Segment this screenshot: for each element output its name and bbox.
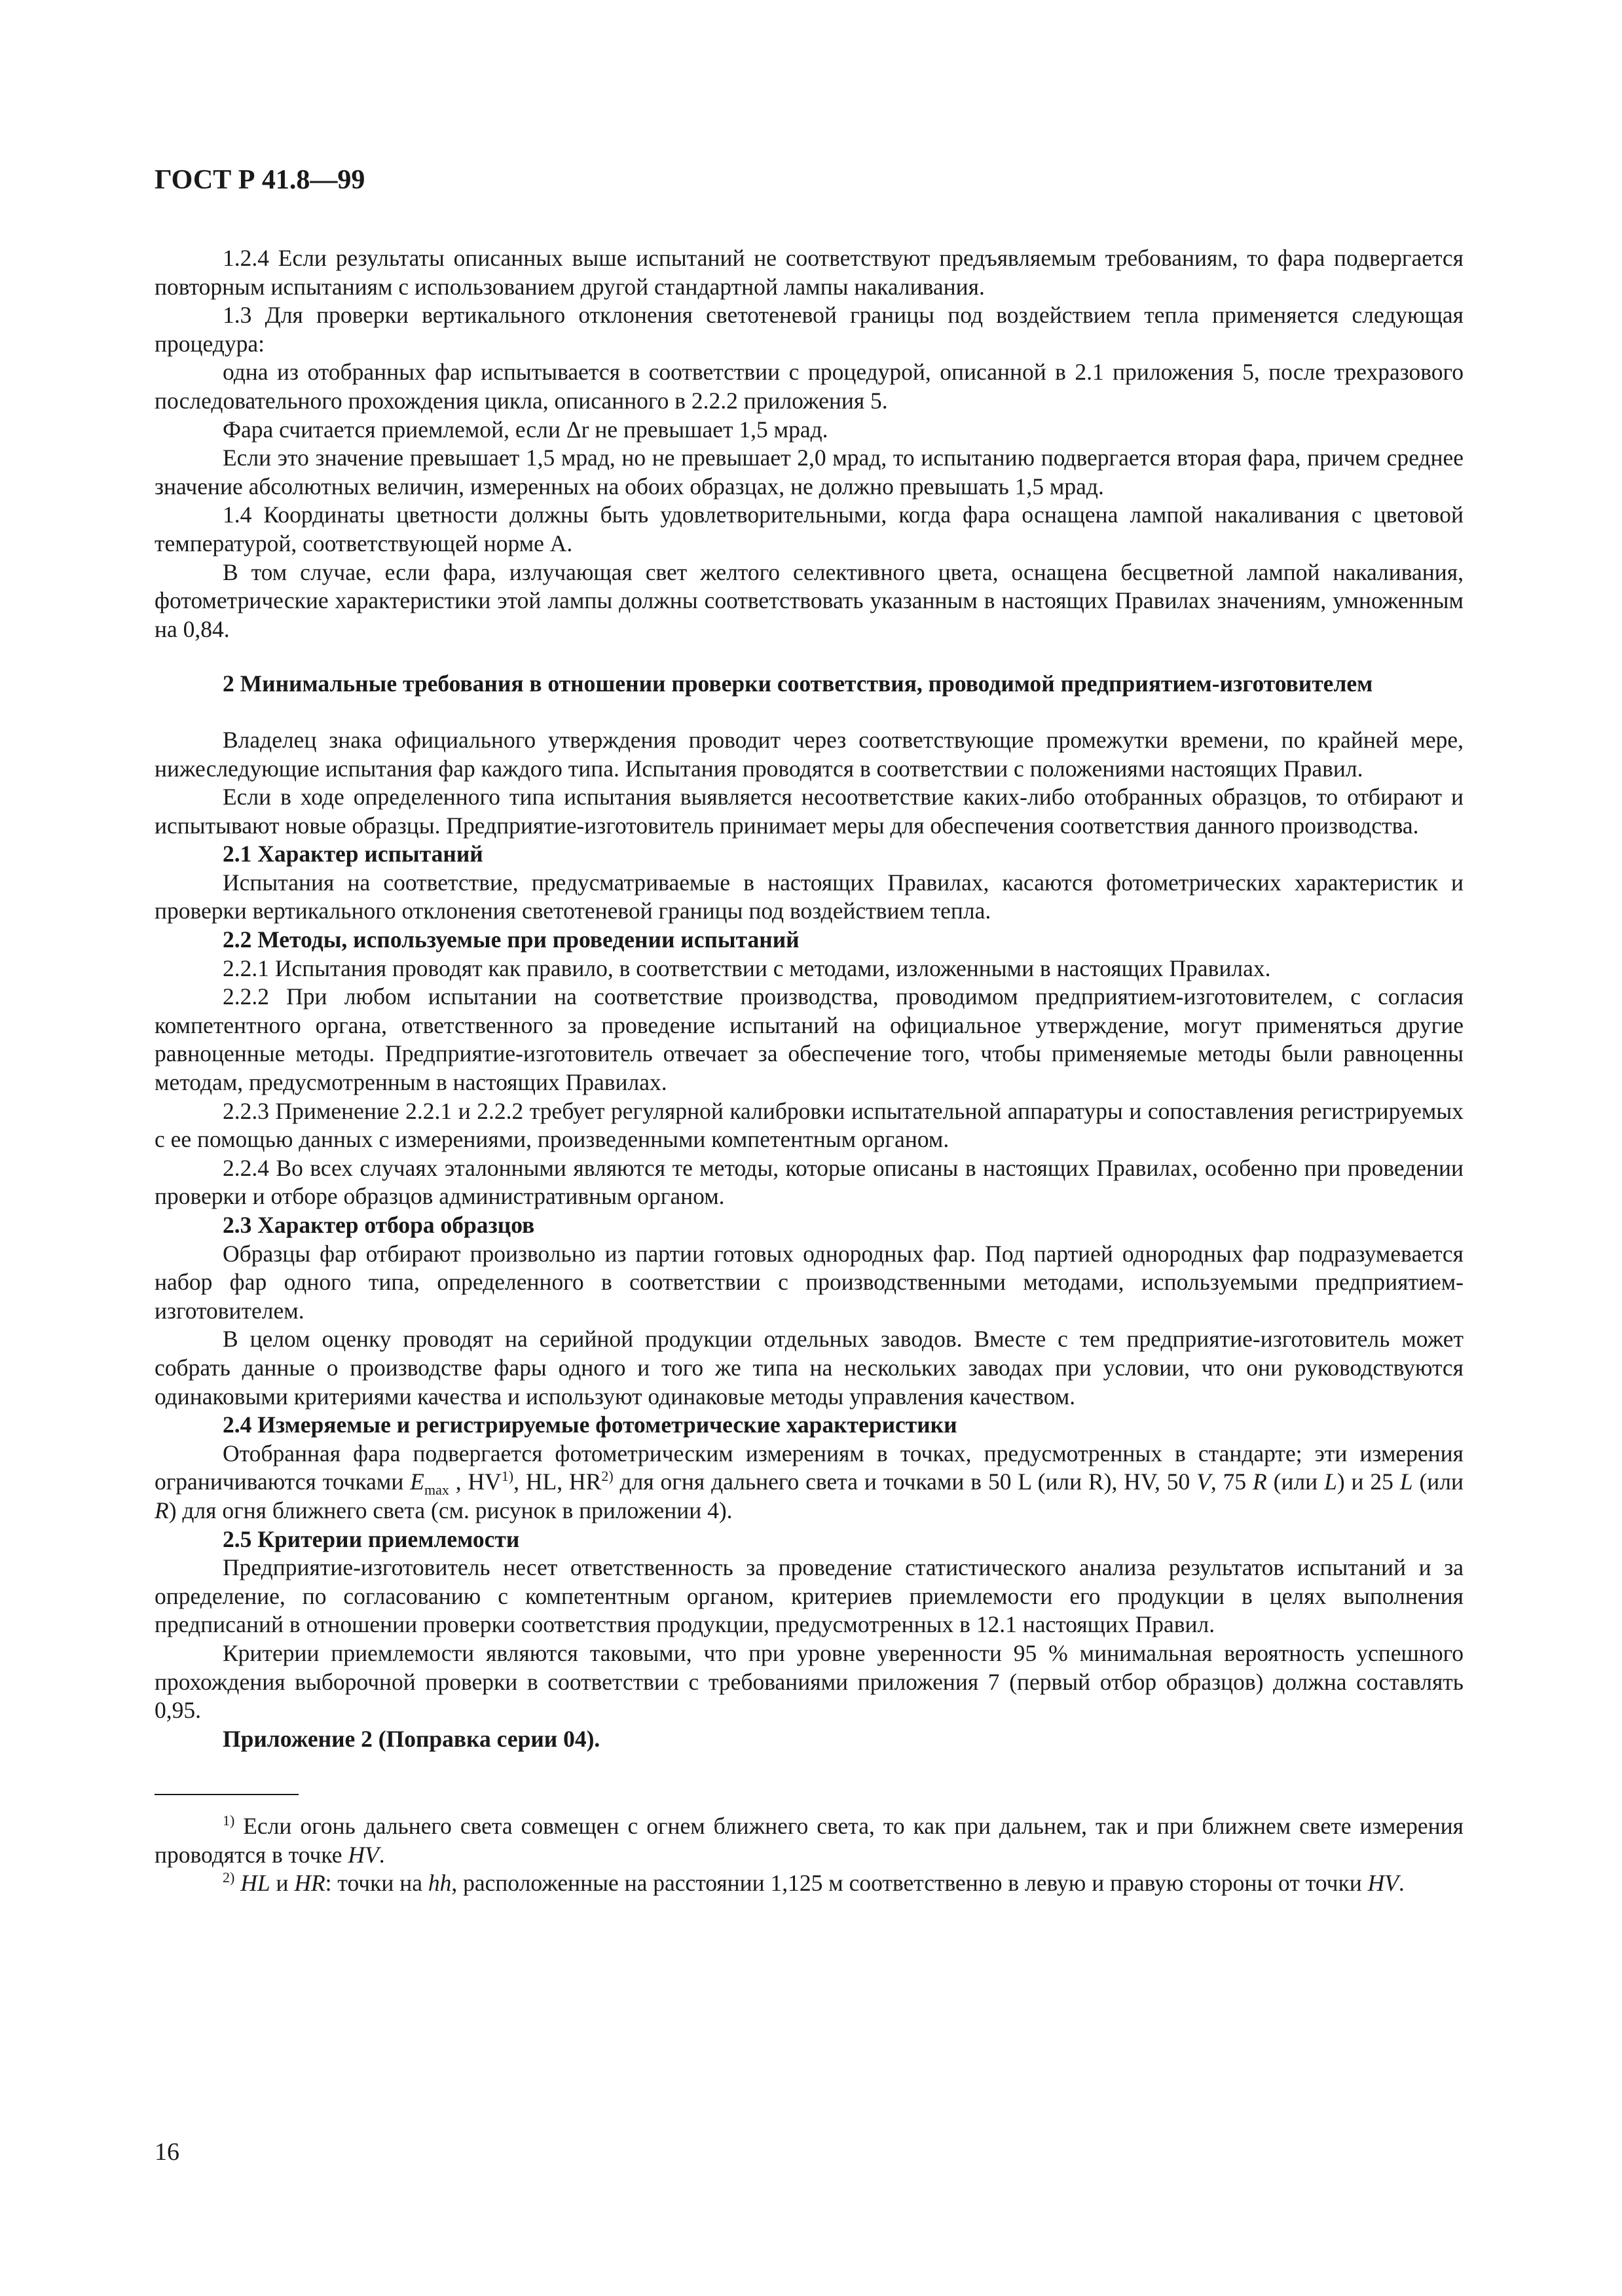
symbol-l: L: [1399, 1468, 1413, 1495]
symbol-l: L: [1324, 1468, 1337, 1495]
paragraph-2-5-criteria: Критерии приемлемости являются таковыми, что при уровне уверенности 95 % минимальная вероятность успешного прохождения выборочной проверки в соответствии с требованиями приложения 7 (первый отбор образцов) должна составлять 0,95.: [155, 1639, 1464, 1724]
text: Отобранная фара подвергается фотометрическим измерениям в точках, предусмотренных в стандарте; эти измерения ограничиваются точками: [155, 1440, 1464, 1495]
text: , 75: [1210, 1468, 1253, 1495]
paragraph-2-3-plants: В целом оценку проводят на серийной продукции отдельных заводов. Вместе с тем предприятие-изготовитель может собрать данные о производстве фары одного и того же типа на нескольких заводах при условии, что они руководствуются одинаковыми критериями качества и используют одинаковые методы управления качеством.: [155, 1326, 1464, 1410]
paragraph-nonconformity: Если в ходе определенного типа испытания выявляется несоответствие каких-либо отобранных образцов, то отбирают и испытывают новые образцы. Предприятие-изготовитель принимает меры для обеспечения соответствия данного производства.: [155, 784, 1464, 839]
text: .: [1398, 1870, 1405, 1897]
section-2-heading: 2 Минимальные требования в отношении проверки соответствия, проводимой предприятием-изготовителем: [223, 670, 1373, 697]
heading-2-3: 2.3 Характер отбора образцов: [223, 1212, 535, 1238]
footnote-ref-2: 2): [601, 1468, 614, 1485]
footnote-mark: 2): [223, 1869, 235, 1886]
paragraph-1-2-4: 1.2.4 Если результаты описанных выше испытаний не соответствуют предъявляемым требованиям, то фара подвергается повторным испытаниям с использованием другой стандартной лампы накаливания.: [155, 245, 1464, 300]
heading-2-4: 2.4 Измеряемые и регистрируемые фотометрические характеристики: [223, 1412, 957, 1438]
paragraph-2-1: Испытания на соответствие, предусматриваемые в настоящих Правилах, касаются фотометрических характеристик и проверки вертикального отклонения светотеневой границы под воздействием тепла.: [155, 869, 1464, 924]
symbol-hv: HV: [348, 1841, 379, 1868]
footnote-separator: [155, 1794, 299, 1795]
paragraph-1-4: 1.4 Координаты цветности должны быть удовлетворительными, когда фара оснащена лампой накаливания с цветовой температурой, соответствующей норме А.: [155, 501, 1464, 556]
symbol-hv: HV: [1367, 1870, 1399, 1897]
document-header: ГОСТ Р 41.8—99: [155, 165, 365, 195]
paragraph-2-2-2: 2.2.2 При любом испытании на соответствие производства, проводимом предприятием-изготовителем, с согласия компетентного органа, ответственного за проведение испытаний на официальное утверждение, могут применяться другие равноценные методы. Предприятие-изготовитель отвечает за обеспечение того, чтобы применяемые методы были равноценны методам, предусмотренным в настоящих Правилах.: [155, 983, 1464, 1096]
text: (или: [1412, 1468, 1464, 1495]
footnote-ref-1: 1): [501, 1468, 514, 1485]
paragraph-2-5-responsibility: Предприятие-изготовитель несет ответственность за проведение статистического анализа результатов испытаний и за определение, по согласованию с компетентным органом, критериев приемлемости его продукции в целях выполнения предписаний в отношении проверки соответствия продукции, предусмотренных в 12.1 настоящих Правил.: [155, 1554, 1464, 1638]
symbol-hl: HL: [240, 1870, 270, 1897]
heading-2-1: 2.1 Характер испытаний: [223, 841, 483, 867]
text: : точки на: [325, 1870, 428, 1897]
annex-2-heading: Приложение 2 (Поправка серии 04).: [223, 1725, 600, 1752]
paragraph-2-2-3: 2.2.3 Применение 2.2.1 и 2.2.2 требует регулярной калибровки испытательной аппаратуры и сопоставления регистрируемых с ее помощью данных с измерениями, произведенными компетентным органом.: [155, 1097, 1464, 1153]
paragraph-2-3-samples: Образцы фар отбирают произвольно из партии готовых однородных фар. Под партией однородных фар подразумевается набор фар одного типа, определенного в соответствии с производственными методами, используемыми предприятием-изготовителем.: [155, 1240, 1464, 1324]
footnote-mark: 1): [223, 1812, 235, 1829]
paragraph-2-2-4: 2.2.4 Во всех случаях эталонными являются те методы, которые описаны в настоящих Правилах, особенно при проведении проверки и отборе образцов административным органом.: [155, 1154, 1464, 1210]
text: , HL, HR: [513, 1468, 602, 1495]
heading-2-5: 2.5 Критерии приемлемости: [223, 1525, 520, 1552]
text: , расположенные на расстоянии 1,125 м соответственно в левую и правую стороны от точки: [451, 1870, 1368, 1897]
symbol-r: R: [1253, 1468, 1267, 1495]
heading-2-2: 2.2 Методы, используемые при проведении испытаний: [223, 926, 800, 953]
footnote-1: [155, 1812, 1464, 1869]
document-body: [155, 244, 1464, 1898]
paragraph-1-3: 1.3 Для проверки вертикального отклонения светотеневой границы под воздействием тепла применяется следующая процедура:: [155, 302, 1464, 357]
text: .: [378, 1841, 385, 1868]
paragraph-2-2-1: 2.2.1 Испытания проводят как правило, в соответствии с методами, изложенными в настоящих Правилах.: [223, 955, 1271, 981]
symbol-hh: hh: [428, 1870, 452, 1897]
subscript-max: max: [424, 1482, 449, 1499]
text: Если огонь дальнего света совмещен с огнем ближнего света, то как при дальнем, так и при ближнем свете измерения проводятся в точке: [155, 1813, 1464, 1868]
page-number: 16: [155, 2138, 179, 2166]
footnote-2: [155, 1869, 1464, 1898]
paragraph-acceptance: Фара считается приемлемой, если Δr не превышает 1,5 мрад.: [223, 416, 828, 443]
paragraph-owner-tests: Владелец знака официального утверждения проводит через соответствующие промежутки времени, по крайней мере, нижеследующие испытания фар каждого типа. Испытания проводятся в соответствии с положениями настоящих Правил.: [155, 726, 1464, 782]
paragraph-2-4: [155, 1440, 1464, 1525]
text: ) и 25: [1336, 1468, 1400, 1495]
symbol-e: E: [410, 1468, 424, 1495]
symbol-v: V: [1196, 1468, 1211, 1495]
text: ) для огня ближнего света (см. рисунок в приложении 4).: [168, 1497, 733, 1523]
symbol-r: R: [155, 1497, 169, 1523]
paragraph-procedure: одна из отобранных фар испытывается в соответствии с процедурой, описанной в 2.1 приложения 5, после трехразового последовательного прохождения цикла, описанного в 2.2.2 приложения 5.: [155, 359, 1464, 414]
paragraph-second-headlamp: Если это значение превышает 1,5 мрад, но не превышает 2,0 мрад, то испытанию подвергается вторая фара, причем среднее значение абсолютных величин, измеренных на обоих образцах, не должно превышать 1,5 мрад.: [155, 445, 1464, 500]
text: для огня дальнего света и точками в 50 L (или R), HV, 50: [613, 1468, 1197, 1495]
text: и: [270, 1870, 295, 1897]
text: , HV: [449, 1468, 502, 1495]
symbol-hr: HR: [294, 1870, 325, 1897]
paragraph-yellow-light: В том случае, если фара, излучающая свет желтого селективного цвета, оснащена бесцветной лампой накаливания, фотометрические характеристики этой лампы должны соответствовать указанным в настоящих Правилах значениям, умноженным на 0,84.: [155, 558, 1464, 642]
text: (или: [1266, 1468, 1325, 1495]
